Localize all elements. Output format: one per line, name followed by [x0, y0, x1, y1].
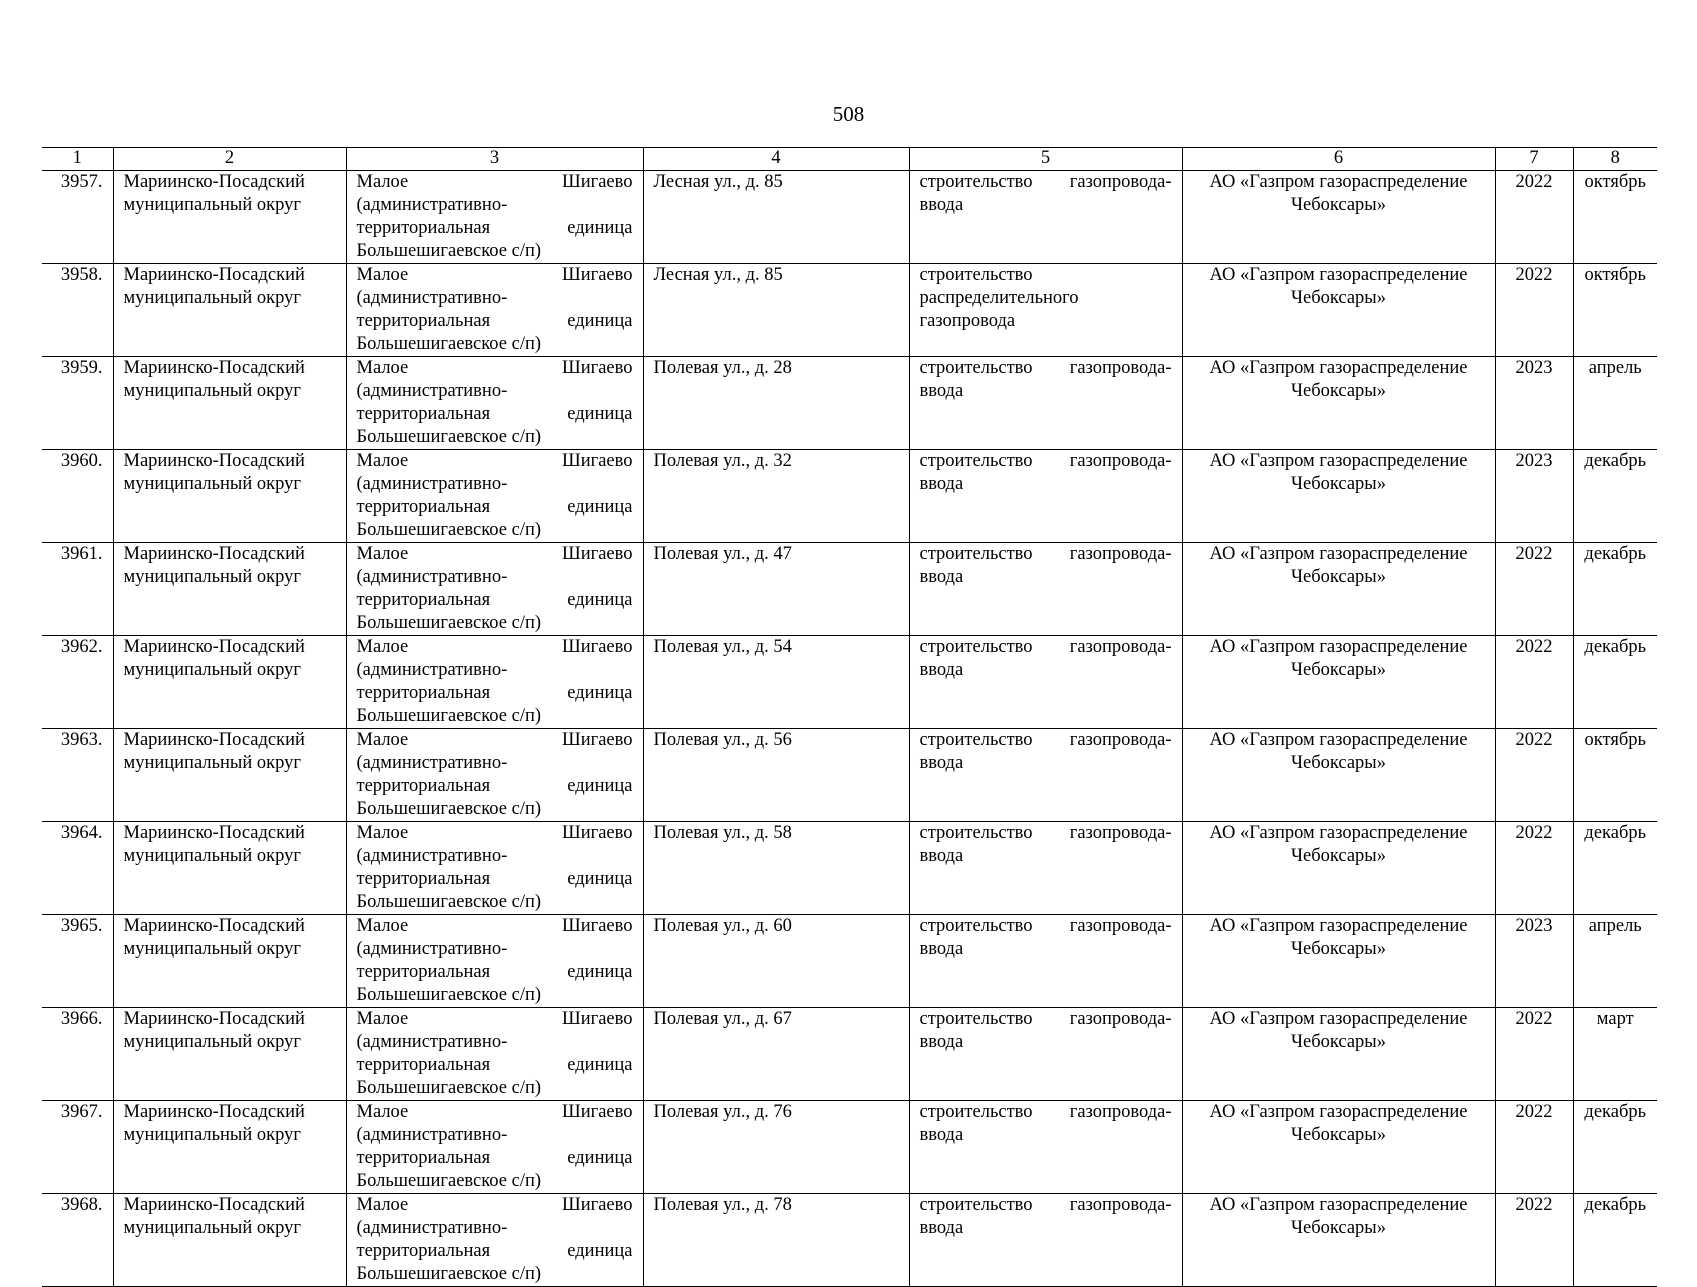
table-row: [42, 729, 1657, 822]
district-cell: Мариинско-Посадский муниципальный округ: [113, 1008, 346, 1101]
work-type-cell: строительство газопровода-ввода: [909, 636, 1182, 729]
organization-cell: АО «Газпром газораспределение Чебоксары»: [1182, 822, 1495, 915]
row-number-cell: 3967.: [42, 1101, 113, 1194]
month-cell: октябрь: [1573, 264, 1657, 357]
table-row: [42, 1194, 1657, 1287]
address-cell: Полевая ул., д. 67: [643, 1008, 909, 1101]
locality-cell: Малое Шигаево (административно-территориальная единица Большешигаевское с/п): [346, 636, 643, 729]
address-cell: Лесная ул., д. 85: [643, 171, 909, 264]
row-number-cell: 3958.: [42, 264, 113, 357]
header-row: [42, 148, 1657, 171]
district-cell: Мариинско-Посадский муниципальный округ: [113, 357, 346, 450]
locality-cell: Малое Шигаево (административно-территориальная единица Большешигаевское с/п): [346, 822, 643, 915]
district-cell: Мариинско-Посадский муниципальный округ: [113, 450, 346, 543]
month-cell: март: [1573, 1008, 1657, 1101]
year-cell: 2022: [1495, 543, 1573, 636]
page-number: 508: [832, 102, 865, 126]
work-type-cell: строительство газопровода-ввода: [909, 171, 1182, 264]
table-row: [42, 1008, 1657, 1101]
year-cell: 2022: [1495, 636, 1573, 729]
month-cell: октябрь: [1573, 729, 1657, 822]
organization-cell: АО «Газпром газораспределение Чебоксары»: [1182, 450, 1495, 543]
work-type-cell: строительство газопровода-ввода: [909, 729, 1182, 822]
column-header: 2: [113, 148, 346, 171]
year-cell: 2022: [1495, 1008, 1573, 1101]
row-number-cell: 3962.: [42, 636, 113, 729]
address-cell: Полевая ул., д. 76: [643, 1101, 909, 1194]
month-cell: октябрь: [1573, 171, 1657, 264]
column-header: 4: [643, 148, 909, 171]
work-type-cell: строительство газопровода-ввода: [909, 357, 1182, 450]
column-header: 6: [1182, 148, 1495, 171]
organization-cell: АО «Газпром газораспределение Чебоксары»: [1182, 1101, 1495, 1194]
organization-cell: АО «Газпром газораспределение Чебоксары»: [1182, 264, 1495, 357]
organization-cell: АО «Газпром газораспределение Чебоксары»: [1182, 543, 1495, 636]
row-number-cell: 3966.: [42, 1008, 113, 1101]
gas-pipeline-table: [42, 147, 1657, 1287]
row-number-cell: 3963.: [42, 729, 113, 822]
district-cell: Мариинско-Посадский муниципальный округ: [113, 1101, 346, 1194]
organization-cell: АО «Газпром газораспределение Чебоксары»: [1182, 915, 1495, 1008]
district-cell: Мариинско-Посадский муниципальный округ: [113, 729, 346, 822]
month-cell: апрель: [1573, 915, 1657, 1008]
locality-cell: Малое Шигаево (административно-территориальная единица Большешигаевское с/п): [346, 915, 643, 1008]
table-row: [42, 915, 1657, 1008]
table-row: [42, 1101, 1657, 1194]
locality-cell: Малое Шигаево (административно-территориальная единица Большешигаевское с/п): [346, 729, 643, 822]
year-cell: 2023: [1495, 450, 1573, 543]
address-cell: Полевая ул., д. 54: [643, 636, 909, 729]
district-cell: Мариинско-Посадский муниципальный округ: [113, 915, 346, 1008]
address-cell: Лесная ул., д. 85: [643, 264, 909, 357]
organization-cell: АО «Газпром газораспределение Чебоксары»: [1182, 1194, 1495, 1287]
year-cell: 2022: [1495, 264, 1573, 357]
address-cell: Полевая ул., д. 58: [643, 822, 909, 915]
table-row: [42, 450, 1657, 543]
year-cell: 2022: [1495, 822, 1573, 915]
column-header: 8: [1573, 148, 1657, 171]
organization-cell: АО «Газпром газораспределение Чебоксары»: [1182, 171, 1495, 264]
locality-cell: Малое Шигаево (административно-территориальная единица Большешигаевское с/п): [346, 1008, 643, 1101]
year-cell: 2022: [1495, 729, 1573, 822]
column-header: 5: [909, 148, 1182, 171]
table-body: [42, 171, 1657, 1287]
row-number-cell: 3960.: [42, 450, 113, 543]
year-cell: 2022: [1495, 1101, 1573, 1194]
address-cell: Полевая ул., д. 78: [643, 1194, 909, 1287]
district-cell: Мариинско-Посадский муниципальный округ: [113, 1194, 346, 1287]
district-cell: Мариинско-Посадский муниципальный округ: [113, 264, 346, 357]
work-type-cell: строительство газопровода-ввода: [909, 1008, 1182, 1101]
month-cell: декабрь: [1573, 543, 1657, 636]
month-cell: апрель: [1573, 357, 1657, 450]
year-cell: 2023: [1495, 357, 1573, 450]
row-number-cell: 3965.: [42, 915, 113, 1008]
district-cell: Мариинско-Посадский муниципальный округ: [113, 636, 346, 729]
locality-cell: Малое Шигаево (административно-территориальная единица Большешигаевское с/п): [346, 1194, 643, 1287]
organization-cell: АО «Газпром газораспределение Чебоксары»: [1182, 729, 1495, 822]
month-cell: декабрь: [1573, 1194, 1657, 1287]
row-number-cell: 3959.: [42, 357, 113, 450]
address-cell: Полевая ул., д. 56: [643, 729, 909, 822]
month-cell: декабрь: [1573, 636, 1657, 729]
work-type-cell: строительство распределительного газопровода: [909, 264, 1182, 357]
locality-cell: Малое Шигаево (административно-территориальная единица Большешигаевское с/п): [346, 171, 643, 264]
district-cell: Мариинско-Посадский муниципальный округ: [113, 822, 346, 915]
table-row: [42, 171, 1657, 264]
work-type-cell: строительство газопровода-ввода: [909, 543, 1182, 636]
locality-cell: Малое Шигаево (административно-территориальная единица Большешигаевское с/п): [346, 264, 643, 357]
row-number-cell: 3964.: [42, 822, 113, 915]
locality-cell: Малое Шигаево (административно-территориальная единица Большешигаевское с/п): [346, 543, 643, 636]
address-cell: Полевая ул., д. 47: [643, 543, 909, 636]
month-cell: декабрь: [1573, 450, 1657, 543]
organization-cell: АО «Газпром газораспределение Чебоксары»: [1182, 357, 1495, 450]
address-cell: Полевая ул., д. 60: [643, 915, 909, 1008]
work-type-cell: строительство газопровода-ввода: [909, 915, 1182, 1008]
table-row: [42, 264, 1657, 357]
work-type-cell: строительство газопровода-ввода: [909, 1194, 1182, 1287]
table-row: [42, 543, 1657, 636]
address-cell: Полевая ул., д. 28: [643, 357, 909, 450]
organization-cell: АО «Газпром газораспределение Чебоксары»: [1182, 636, 1495, 729]
month-cell: декабрь: [1573, 1101, 1657, 1194]
organization-cell: АО «Газпром газораспределение Чебоксары»: [1182, 1008, 1495, 1101]
locality-cell: Малое Шигаево (административно-территориальная единица Большешигаевское с/п): [346, 357, 643, 450]
work-type-cell: строительство газопровода-ввода: [909, 822, 1182, 915]
column-header: 1: [42, 148, 113, 171]
district-cell: Мариинско-Посадский муниципальный округ: [113, 171, 346, 264]
table-row: [42, 636, 1657, 729]
table-row: [42, 822, 1657, 915]
locality-cell: Малое Шигаево (административно-территориальная единица Большешигаевское с/п): [346, 450, 643, 543]
work-type-cell: строительство газопровода-ввода: [909, 1101, 1182, 1194]
row-number-cell: 3961.: [42, 543, 113, 636]
work-type-cell: строительство газопровода-ввода: [909, 450, 1182, 543]
district-cell: Мариинско-Посадский муниципальный округ: [113, 543, 346, 636]
column-header: 7: [1495, 148, 1573, 171]
address-cell: Полевая ул., д. 32: [643, 450, 909, 543]
year-cell: 2022: [1495, 171, 1573, 264]
table-row: [42, 357, 1657, 450]
row-number-cell: 3957.: [42, 171, 113, 264]
year-cell: 2023: [1495, 915, 1573, 1008]
year-cell: 2022: [1495, 1194, 1573, 1287]
row-number-cell: 3968.: [42, 1194, 113, 1287]
locality-cell: Малое Шигаево (административно-территориальная единица Большешигаевское с/п): [346, 1101, 643, 1194]
month-cell: декабрь: [1573, 822, 1657, 915]
column-header: 3: [346, 148, 643, 171]
